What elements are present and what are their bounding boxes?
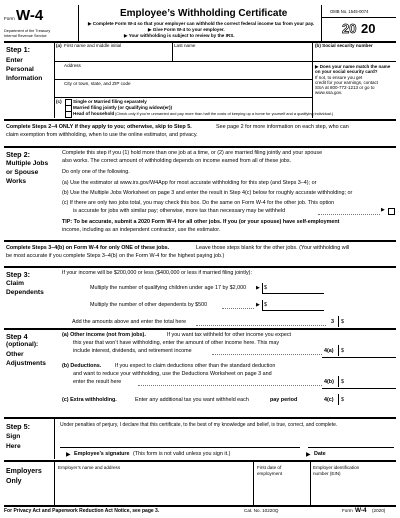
ssa-note-question: ▶ Does your name match the name on your social security card? [315,64,391,75]
dept-line2: Internal Revenue Service [4,34,47,38]
step2-tip-line1: TIP: To be accurate, submit a 2020 Form W-4 for all other jobs. If you (or your spouse) have self-employment [62,219,340,225]
step2-label: Step 2: [6,150,30,159]
row-a-label: (a) [56,43,62,48]
step3-row2-text: Multiply the number of other dependents by $500 [90,302,208,308]
step2-do-only: Do only one of the following. [62,169,130,175]
step3-label: Step 3: [6,270,30,279]
step4b-leader [138,384,322,386]
signature-field[interactable] [60,432,300,446]
step2-option-c-line1: (c) If there are only two jobs total, you may check this box. Do the same on Form W-4 for the other job. This option [62,200,335,206]
row1-dollar: $ [264,285,267,291]
step5-rule [4,460,396,462]
ssn-label: (b) Social security number [315,43,373,48]
step4b-line3: enter the result here [73,379,122,385]
step4c-dollar: $ [341,397,344,403]
step2-para-line1: Complete this step if you (1) hold more than one job at a time, or (2) are married filing jointly and your spouse [62,150,323,156]
row2-arrow-icon: ▶ [256,302,260,308]
step4-rule [4,417,396,419]
signature-arrow-icon: ▶ [66,452,71,458]
step3-label-line1: Claim [6,280,24,287]
step1-label-line1: Enter [6,57,23,64]
first-name-input[interactable] [62,50,170,60]
header-instruction-3: ▶ Your withholding is subject to review by the IRS. [124,33,235,38]
header-instruction-1: ▶ Complete Form W-4 so that your employer can withhold the correct federal income tax from your pay. [88,21,315,26]
row2-underline [262,310,324,311]
step4b-line2: and want to reduce your withholding, use the Deductions Worksheet on page 3 and [73,371,272,377]
step4b-line1: If you expect to claim deductions other than the standard deduction [115,363,276,369]
form-number: W-4 [16,7,44,24]
step4c-text: Enter any additional tax you want withheld each [135,397,249,403]
step4c-bold-end: pay period [270,397,298,403]
name-divider [172,41,173,61]
row-rule-2 [54,79,312,80]
dependents-total-input[interactable] [339,316,396,327]
catalog-number: Cat. No. 10220Q [244,508,279,513]
header-instruction-2: ▶ Give Form W-4 to your employer. [148,27,225,32]
date-line [308,447,394,448]
signature-label: Employee’s signature [74,451,130,457]
other-dependents-input[interactable] [262,300,325,310]
mid-note-rule [4,266,396,268]
ein-line2: number (EIN) [313,471,341,476]
city-label: City or town, state, and ZIP code [64,81,131,86]
form-label: Form [4,16,15,21]
deductions-input[interactable] [339,376,396,387]
last-name-label: Last name [174,43,196,48]
step3-rule [4,328,396,330]
step4a-dollar: $ [341,348,344,354]
intro-line2: claim exemption from withholding, when to use the online estimator, and privacy. [6,132,198,138]
step2-para-line2: also works. The correct amount of withholding depends on income earned from all of these jobs. [62,158,292,164]
signature-line [60,447,300,448]
row3-line-number: 3 [331,319,334,325]
step4b-line-number: 4(b) [324,379,334,385]
step1-label-line2: Personal [6,66,34,73]
row-rule-3 [54,97,312,98]
mid-note-rest: Leave those steps blank for the other jobs. (Your withholding will [196,245,350,251]
step4a-rule [322,357,396,358]
first-date-line1: First date of [257,465,282,470]
step5-label: Step 5: [6,422,30,431]
option-c-leader [318,213,380,215]
last-name-input[interactable] [174,50,310,60]
address-label: Address [64,63,81,68]
employer-name-label: Employer’s name and address [58,465,121,470]
ssa-note-line2: credit for your earnings, contact [315,79,379,85]
step3-row1-text: Multiply the number of qualifying children under age 17 by $2,000 [90,285,247,291]
date-arrow-icon: ▶ [306,452,311,458]
row3-dollar: $ [341,319,344,325]
option-c-arrow-icon: ▶ [381,207,385,213]
step4a-line-number: 4(a) [324,348,334,354]
address-input[interactable] [62,70,310,78]
row1-underline [262,293,324,294]
header-divider-right [321,5,322,41]
perjury-statement: Under penalties of perjury, I declare that this certificate, to the best of my knowledge and belief, is true, correct, and complete. [60,422,338,428]
intro-line1-bold: Complete Steps 2–4 ONLY if they apply to you; otherwise, skip to Step 5. [6,124,192,130]
step1-label-line3: Information [6,75,43,82]
ein-line1: Employer identification [313,465,360,470]
signature-date-field[interactable] [308,432,394,446]
qualifying-children-input[interactable] [262,283,325,293]
step2-option-c-line2: is accurate for jobs with similar pay; otherwise, more tax than necessary may be withheld [73,208,286,214]
step4a-line2: this year that won’t have withholding, enter the amount of other income here. This may [73,340,280,346]
step2-rule [4,240,396,242]
dept-line1: Department of the Treasury [4,29,51,33]
filing-hoh-checkbox[interactable] [65,111,72,118]
step4-label: Step 4 [6,332,28,341]
row1-arrow-icon: ▶ [256,285,260,291]
step4-label-line2: Adjustments [6,360,46,367]
intro-rule [4,146,396,148]
row2-leader [222,307,254,309]
step5-divider [54,417,55,459]
step4c-line-number: 4(c) [324,397,334,403]
footer-form-number: W-4 [355,507,367,514]
ssa-note [315,64,395,96]
row2-dollar: $ [264,302,267,308]
step2-label-line2: or Spouse [6,169,39,176]
employers-divider [54,460,55,505]
step2-option-a: (a) Use the estimator at www.irs.gov/W4App for most accurate withholding for this step (and Steps 3–4); or [62,180,317,186]
step4-label-optional: (optional): [6,341,39,348]
privacy-notice: For Privacy Act and Paperwork Reduction Act Notice, see page 3. [4,508,160,514]
step2-label-line1: Multiple Jobs [6,160,49,167]
filing-hoh-note: (Check only if you’re unmarried and pay more than half the costs of keeping up a home for yourself and a qualifying individual.) [115,111,334,117]
ssa-note-line4: www.ssa.gov. [315,90,343,96]
ein-divider [310,460,311,505]
step4a-leader [212,353,322,355]
intro-line1-rest: See page 2 for more information on each step, who can [216,124,349,130]
city-input[interactable] [62,88,310,96]
row3-leader [196,324,326,326]
first-name-label: First name and middle initial [64,43,122,48]
filing-joint-label: Married filing jointly (or Qualifying widow(er)) [73,105,173,110]
step1-label: Step 1: [6,45,30,54]
employers-label-line1: Employers [6,468,42,475]
step4b-rule [322,388,396,389]
step5-label-line2: Here [6,443,21,450]
first-date-divider [253,460,254,505]
ssa-note-line3: SSA at 800-772-1213 or go to [315,85,375,91]
step2-tip-line2: income, including as an independent contractor, use the estimator. [62,227,221,233]
employers-label-line2: Only [6,478,22,485]
step3-row3-text: Add the amounts above and enter the total here [72,319,187,325]
row-rule-1 [54,61,396,62]
step4a-line3: include interest, dividends, and retirement income [73,348,192,354]
date-label: Date [314,451,326,457]
header-divider-left [78,5,79,41]
first-date-input[interactable] [257,480,307,502]
step3-intro: If your income will be $200,000 or less ($400,000 or less if married filing jointly): [62,270,252,276]
step2-option-b: (b) Use the Multiple Jobs Worksheet on page 3 and enter the result in Step 4(c) below for roughly accurate withholding; or [62,190,353,196]
other-income-input[interactable] [339,345,396,356]
step4b-bold: (b) Deductions. [62,363,102,369]
omb-divider [322,17,396,18]
two-jobs-checkbox[interactable] [388,208,395,215]
row-c-label: (c) [56,99,62,104]
year-outline: 20 [342,21,357,36]
step2-label-line3: Works [6,178,27,185]
employer-name-input[interactable] [58,473,248,503]
mid-note-bold: Complete Steps 3–4(b) on Form W-4 for only ONE of these jobs. [6,245,170,251]
mid-note-line2: be most accurate if you complete Steps 3–4(b) on the Form W-4 for the highest paying job.) [6,253,225,259]
step5-label-line1: Sign [6,433,21,440]
ssn-input[interactable] [314,50,396,60]
step1-rule [4,119,396,121]
ssa-note-line1: If not, to ensure you get [315,74,363,80]
step4c-bold: (c) Extra withholding. [62,397,117,403]
filing-single-label: Single or Married filing separately [73,99,147,104]
ssn-divider [312,41,313,118]
year-solid: 20 [361,21,376,36]
omb-number: OMB No. 1545-0074 [330,9,369,14]
step4a-bold: (a) Other income (not from jobs). [62,332,146,338]
footer-form-year: (2020) [372,508,386,513]
footer-form-label: Form [342,508,353,513]
first-date-line2: employment [257,471,283,476]
signature-note: (This form is not valid unless you sign it.) [133,451,231,457]
step4-label-line1: Other [6,351,24,358]
step4a-line1: If you want tax withheld for other income you expect [167,332,292,338]
extra-withholding-input[interactable] [339,394,396,405]
ein-input[interactable] [313,480,395,502]
employers-rule [4,505,396,507]
filing-hoh-label: Head of household [73,111,115,116]
step4b-dollar: $ [341,379,344,385]
step3-label-line2: Dependents [6,289,44,296]
page-title: Employee’s Withholding Certificate [120,8,288,19]
